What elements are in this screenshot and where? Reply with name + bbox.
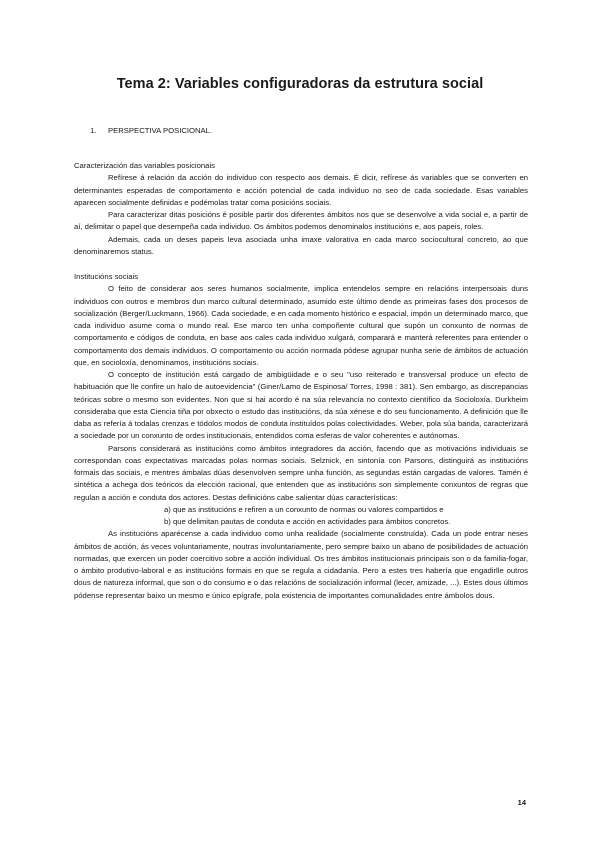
body-text <box>74 160 528 602</box>
list-item: a) que as institucións e refiren a un conxunto de normas ou valores compartidos e <box>164 504 444 514</box>
paragraph: Para caracterizar ditas posicións é posible partir dos diferentes ámbitos nos que se desenvolve a vida social e, a partir de aí, delimitar o papel que desempeña cada individuo. Os ámbitos podemos denominalos institucións e, aos papeis, roles. <box>74 210 528 232</box>
subsection-heading: Institucións sociais <box>74 272 139 281</box>
paragraph: Ademais, cada un deses papeis leva asociada unha imaxe valorativa en cada marco sociocultural concreto, ao que denominaremos status. <box>74 234 528 256</box>
paragraph: Refírese á relación da acción do individuo con respecto aos demais. É dicir, refírese ás variables que se converten en determinantes esperadas de comportamento e acción potencial de cada individuo no seo de cada sociedade. Esas variables aparecen socialmente definidas e podémolas tratar coma posicións sociais. <box>74 173 528 207</box>
page-number: 14 <box>517 798 526 807</box>
page-title: Tema 2: Variables configuradoras da estrutura social <box>116 76 484 92</box>
section-label: PERSPECTIVA POSICIONAL. <box>108 126 213 135</box>
subsection-heading: Caracterización das variables posicionais <box>74 161 216 170</box>
section-heading <box>90 126 212 135</box>
section-number: 1. <box>90 126 97 135</box>
paragraph: O concepto de institución está cargado de ambigüidade e o seu "uso reiterado e transversal produce un efecto de habituación que lle confire un halo de autoevidencia" (Giner/Lamo de Espinosa/ Torres, 1998 : 381). Sen embargo, as discrepancias teóricas sobre o mesmo son evidentes. Non que si hai acordo é na súa relevancia no contexto científico da Socioloxía. Durkheim consideraba que esta Ciencia tiña por obxecto o estudo das institucións, da súa xénese e do seu funcionamento. A definición que lle daba as refería á todalas crenzas e tódolos modos de conduta instituídos polas colectividades. Weber, pola súa banda, caracterizará a sociedade por un conxunto de ordes institucionais, entendidos coma esferas de valor coherentes e autónomas. <box>74 370 528 441</box>
paragraph: As institucións aparécense a cada individuo como unha realidade (socialmente construída). Cada un pode entrar neses ámbitos de acción, ás veces voluntariamente, noutras involuntariamente, pero sempre baixo un abano de posibilidades de actuación normadas, que exercen un poder coercitivo sobre a acción individual. Os tres ámbitos institucionais principais son o da familia-fogar, o ámbito produtivo-laboral e as institucións formais en que se regula a cidadanía. Pero a estes tres habería que engadirlle outros dous de natureza informal, que son o do consumo e o das relacións de socialización informal (lecer, amizade, ...). Estes dous últimos pódense representar baixo un mesmo e único epígrafe, pola existencia de importantes comunalidades entre ámbolos dous. <box>74 529 528 600</box>
paragraph: O feito de considerar aos seres humanos socialmente, implica entendelos sempre en relacións interpersoais duns individuos con outros e membros dun marco cultural determinado, asumido este último dende as primeiras fases dos procesos de socialización (Berger/Luckmann, 1966). Cada sociedade, e en cada momento histórico e espacial, impón un determinado marco, que cada individuo asume coma o mundo real. Ese marco ten unha compoñente cultural que supón un conxunto de normas de comportamento e códigos de conduta, en base aos cales cada individuo xulgará, comparará e manterá referentes para entender o comportamento dos demais individuos. O comportamento ou acción normada pódese agrupar nunha serie de ámbitos de actuación que, en socioloxía, denominamos, institucións sociais. <box>74 284 528 367</box>
paragraph: Parsons considerará as institucións como ámbitos integradores da acción, facendo que as motivacións individuais se correspondan coas expectativas marcadas polas normas sociais. Selznick, en sintonía con Parsons, distinguirá as institucións formais das sociais, e mentres ámbalas dúas desenvolven sempre unha función, as segundas están cargadas de valores. Tamén é sintética a achega dos teóricos da elección racional, que entenden que as institucións son simplemente conxuntos de regras que regulan a acción e conduta dos actores. Destas definicións cabe salientar dúas características: <box>74 443 528 502</box>
spacer <box>74 258 528 271</box>
list-item: b) que delimitan pautas de conduta e acción en actividades para ámbitos concretos. <box>164 517 451 526</box>
